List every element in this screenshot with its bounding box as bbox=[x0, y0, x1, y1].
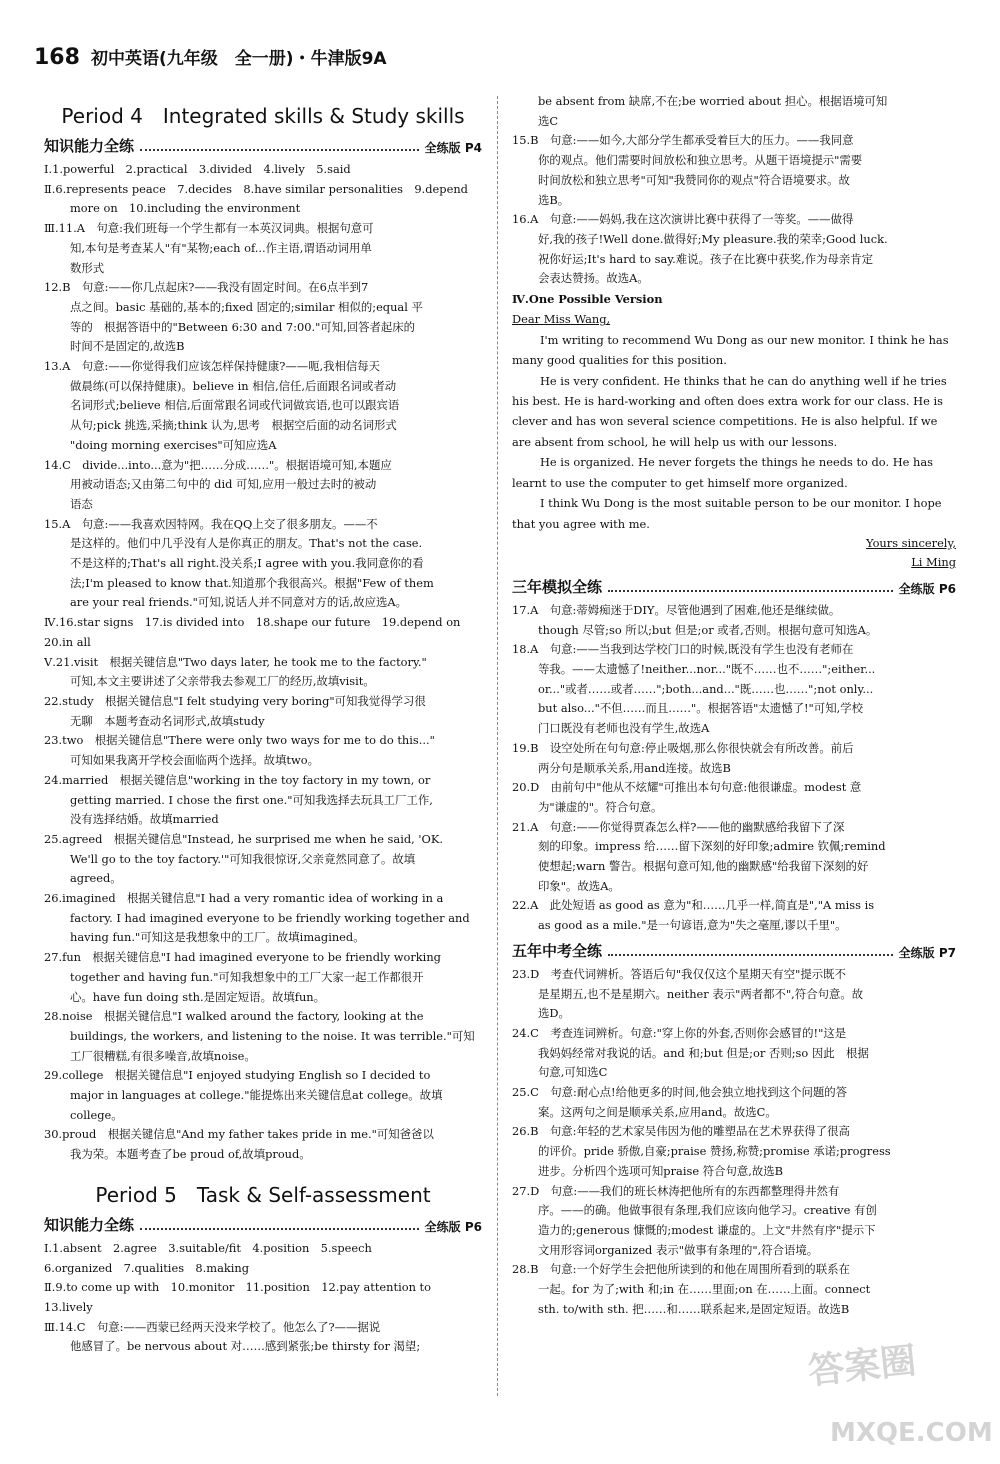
answer-line: 会表达赞扬。故选A。 bbox=[538, 271, 649, 286]
answer-line: major in languages at college."能提炼出来关键信息at college。故填 bbox=[70, 1088, 443, 1103]
answer-line: 从句;pick 挑选,采摘;think 认为,思考 根据空后面的动名词形式 bbox=[70, 418, 397, 433]
answer-line: 22.study 根据关键信息"I felt studying very boring"可知我觉得学习很 bbox=[44, 693, 426, 708]
answer-line: 做晨练(可以保持健康)。believe in 相信,信任,后面跟名词或者动 bbox=[70, 378, 397, 393]
answer-line: 25.C 句意:耐心点!给他更多的时间,他会独立地找到这个问题的答 bbox=[512, 1085, 848, 1100]
section-edition: 全练版 P7 bbox=[898, 945, 956, 960]
letter-closing: Yours sincerely, bbox=[866, 535, 956, 550]
watermark-url: MXQE.COM bbox=[830, 1418, 993, 1448]
letter-paragraph: He is organized. He never forgets the things he needs to do. He has learnt to use the computer to get himself more organized. bbox=[512, 455, 933, 490]
answer-line: 句意,可知选C bbox=[538, 1065, 608, 1080]
answer-line: 24.married 根据关键信息"working in the toy factory in my town, or bbox=[44, 772, 431, 787]
answer-line: 22.A 此处短语 as good as 意为"和……几乎一样,简直是","A miss is bbox=[512, 898, 875, 913]
section-name: 知识能力全练 bbox=[44, 1215, 135, 1234]
answer-line: 等的 根据答语中的"Between 6:30 and 7:00."可知,回答者起床的 bbox=[70, 319, 416, 334]
answer-line: 刻的印象。impress 给……留下深刻的好印象;admire 钦佩;remind bbox=[538, 839, 886, 854]
answer-line: 20.in all bbox=[44, 634, 91, 649]
right-column bbox=[512, 92, 956, 1320]
answer-line: 29.college 根据关键信息"I enjoyed studying English so I decided to bbox=[44, 1068, 431, 1083]
section-edition: 全练版 P4 bbox=[424, 141, 482, 155]
book-title: 初中英语(九年级 全一册)・牛津版9A bbox=[91, 49, 387, 69]
left-column bbox=[44, 92, 482, 1357]
answer-line: sth. to/with sth. 把……和……联系起来,是固定短语。故选B bbox=[538, 1301, 850, 1316]
answer-line: 好,我的孩子!Well done.做得好;My pleasure.我的荣幸;Good luck. bbox=[538, 231, 888, 246]
answer-line: 语态 bbox=[70, 496, 93, 511]
letter-paragraph: I'm writing to recommend Wu Dong as our new monitor. I think he has many good qualities for this position. bbox=[512, 332, 949, 368]
answer-line: 选D。 bbox=[538, 1006, 570, 1021]
answer-line: 祝你好运;It's hard to say.难说。孩子在比赛中获奖,作为母亲肯定 bbox=[538, 251, 874, 266]
answer-line: Ⅰ.1.powerful 2.practical 3.divided 4.lively 5.said bbox=[44, 162, 351, 176]
answer-line: 26.B 句意:年轻的艺术家吴伟因为他的雕塑品在艺术界获得了很高 bbox=[512, 1124, 850, 1139]
answer-line: be absent from 缺席,不在;be worried about 担心。根据语境可知 bbox=[538, 94, 888, 108]
answer-line: 28.B 句意:一个好学生会把他所读到的和他在周围所看到的联系在 bbox=[512, 1262, 850, 1277]
answer-line: 30.proud 根据关键信息"And my father takes pride in me."可知爸爸以 bbox=[44, 1127, 434, 1142]
answer-line: more on 10.including the environment bbox=[70, 201, 301, 216]
answer-line: 27.fun 根据关键信息"I had imagined everyone to be friendly working bbox=[44, 950, 441, 965]
answer-line: or..."或者……或者……";both...and..."既……也……";not only... bbox=[538, 681, 874, 696]
answer-line: 17.A 句意:蒂姆痴迷于DIY。尽管他遇到了困难,他还是继续做。 bbox=[512, 602, 841, 617]
section-edition: 全练版 P6 bbox=[424, 1219, 482, 1234]
answer-line: 可知,本文主要讲述了父亲带我去参观工厂的经历,故填visit。 bbox=[70, 674, 375, 689]
answer-line: We'll go to the toy factory.'"可知我很惊讶,父亲竟然同意了。故填 bbox=[70, 851, 416, 866]
answer-line: "doing morning exercises"可知应选A bbox=[70, 437, 277, 452]
dotted-leader bbox=[608, 590, 893, 592]
answer-line: are your real friends."可知,说话人并不同意对方的话,故应选A。 bbox=[70, 595, 408, 610]
answer-line: 23.two 根据关键信息"There were only two ways for me to do this..." bbox=[44, 733, 435, 748]
answer-line: having fun."可知这是我想象中的工厂。故填imagined。 bbox=[70, 930, 365, 945]
section-heading bbox=[512, 940, 956, 961]
answer-list-1 bbox=[44, 160, 482, 1165]
answer-line: 知,本句是考查某人"有"某物;each of...作主语,谓语动词用单 bbox=[70, 240, 372, 255]
answer-line: buildings, the workers, and listening to the noise. It was terrible."可知 bbox=[70, 1028, 475, 1043]
section-edition: 全练版 P6 bbox=[898, 581, 956, 596]
section-name: 五年中考全练 bbox=[512, 941, 603, 960]
answer-line: 法;I'm pleased to know that.知道那个我很高兴。根据"Few of them bbox=[70, 575, 434, 590]
answer-line: 一起。for 为了;with 和;in 在……里面;on 在……上面。connect bbox=[538, 1282, 871, 1297]
answer-line: 19.B 设空处所在句句意:停止吸烟,那么你很快就会有所改善。前后 bbox=[512, 740, 854, 755]
answer-line: Ⅱ.9.to come up with 10.monitor 11.position 12.pay attention to bbox=[44, 1280, 431, 1295]
letter-heading: Ⅳ.One Possible Version bbox=[512, 292, 663, 307]
answer-line: 时间放松和独立思考"可知"我赞同你的观点"符合语境要求。故 bbox=[538, 172, 850, 187]
period5-title: Period 5 Task & Self-assessment bbox=[95, 1182, 431, 1207]
answer-line: as good as a mile."是一句谚语,意为"失之毫厘,谬以千里"。 bbox=[538, 918, 847, 933]
column-divider bbox=[497, 96, 498, 1396]
answer-line: 我为荣。本题考查了be proud of,故填proud。 bbox=[70, 1147, 311, 1162]
answer-line: 21.A 句意:——你觉得贾森怎么样?——他的幽默感给我留下了深 bbox=[512, 819, 845, 834]
answer-line: 案。这两句之间是顺承关系,应用and。故选C。 bbox=[538, 1104, 777, 1119]
answer-line: 27.D 句意:——我们的班长林涛把他所有的东西都整理得井然有 bbox=[512, 1183, 840, 1198]
answer-line: college。 bbox=[70, 1107, 123, 1122]
letter-signature: Li Ming bbox=[911, 554, 956, 569]
answer-line: though 尽管;so 所以;but 但是;or 或者,否则。根据句意可知选A。 bbox=[538, 622, 878, 637]
dotted-leader bbox=[140, 1228, 419, 1230]
answer-line: agreed。 bbox=[70, 871, 122, 886]
answer-line: 名词形式;believe 相信,后面常跟名词或代词做宾语,也可以跟宾语 bbox=[70, 398, 400, 413]
dotted-leader bbox=[140, 149, 419, 151]
answer-line: 我妈妈经常对我说的话。and 和;but 但是;or 否则;so 因此 根据 bbox=[538, 1045, 869, 1060]
answer-line: Ⅴ.21.visit 根据关键信息"Two days later, he took me to the factory." bbox=[44, 654, 427, 669]
answer-list-3 bbox=[512, 92, 956, 289]
answer-line: 用被动语态;又由第二句中的 did 可知,应用一般过去时的被动 bbox=[70, 477, 377, 492]
answer-line: 15.B 句意:——如今,大部分学生都承受着巨大的压力。——我同意 bbox=[512, 133, 854, 148]
answer-line: 选B。 bbox=[538, 192, 570, 207]
answer-line: factory. I had imagined everyone to be friendly working together and bbox=[70, 910, 470, 925]
answer-line: 14.C divide...into...意为"把……分成……"。根据语境可知,本题应 bbox=[44, 457, 392, 472]
section-heading bbox=[44, 135, 482, 156]
answer-line: 文用形容词organized 表示"做事有条理的",符合语境。 bbox=[538, 1242, 819, 1257]
answer-line: 时间不是固定的,故选B bbox=[70, 339, 185, 354]
answer-line: together and having fun."可知我想象中的工厂大家一起工作都很开 bbox=[70, 969, 424, 984]
answer-line: 你的观点。他们需要时间放松和独立思考。从题干语境提示"需要 bbox=[538, 153, 863, 168]
answer-line: Ⅲ.11.A 句意:我们班每一个学生都有一本英汉词典。根据句意可 bbox=[44, 221, 374, 236]
answer-line: 不是这样的;That's all right.没关系;I agree with you.我同意你的看 bbox=[70, 556, 424, 571]
answer-line: 是星期五,也不是星期六。neither 表示"两者都不",符合句意。故 bbox=[538, 986, 864, 1001]
answer-line: 进步。分析四个选项可知praise 符合句意,故选B bbox=[538, 1163, 784, 1178]
answer-line: 序。——的确。他做事很有条理,我们应该向他学习。creative 有创 bbox=[538, 1203, 877, 1218]
section-name: 三年模拟全练 bbox=[512, 577, 603, 596]
answer-line: 无聊 本题考查动名词形式,故填study bbox=[70, 713, 265, 728]
answer-line: Ⅰ.1.absent 2.agree 3.suitable/fit 4.position 5.speech bbox=[44, 1240, 372, 1255]
answer-line: 没有选择结婚。故填married bbox=[70, 812, 219, 827]
sample-letter bbox=[512, 289, 956, 572]
answer-list-4 bbox=[512, 601, 956, 936]
answer-line: 6.organized 7.qualities 8.making bbox=[44, 1260, 250, 1275]
answer-line: 两分句是顺承关系,用and连接。故选B bbox=[538, 760, 731, 775]
answer-line: 使想起;warn 警告。根据句意可知,他的幽默感"给我留下深刻的好 bbox=[538, 859, 869, 874]
section-heading bbox=[512, 576, 956, 597]
answer-line: 20.D 由前句中"他从不炫耀"可推出本句句意:他很谦虚。modest 意 bbox=[512, 780, 862, 795]
answer-line: 可知如果我离开学校会面临两个选择。故填two。 bbox=[70, 753, 319, 768]
answer-line: 选C bbox=[538, 113, 559, 128]
answer-line: 13.lively bbox=[44, 1299, 93, 1314]
answer-line: 点之间。basic 基础的,基本的;fixed 固定的;similar 相似的;equal 平 bbox=[70, 299, 423, 314]
period4-title: Period 4 Integrated skills & Study skills bbox=[61, 104, 465, 128]
answer-line: 12.B 句意:——你几点起床?——我没有固定时间。在6点半到7 bbox=[44, 280, 369, 295]
answer-line: 28.noise 根据关键信息"I walked around the factory, looking at the bbox=[44, 1009, 424, 1024]
letter-paragraph: He is very confident. He thinks that he can do anything well if he tries his best. He is hard-working and often does extra work for our class. He is clever and has won several science competitions. He is also helpful. If we are absent from school, he will help us with our lessons. bbox=[512, 373, 947, 449]
answer-line: 25.agreed 根据关键信息"Instead, he surprised me when he said, 'OK. bbox=[44, 831, 443, 846]
answer-line: 23.D 考查代词辨析。答语后句"我仅仅这个星期天有空"提示既不 bbox=[512, 966, 846, 981]
section-name: 知识能力全练 bbox=[44, 137, 135, 155]
answer-line: Ⅱ.6.represents peace 7.decides 8.have similar personalities 9.depend bbox=[44, 181, 468, 196]
answer-line: 16.A 句意:——妈妈,我在这次演讲比赛中获得了一等奖。——做得 bbox=[512, 212, 854, 227]
letter-paragraph: I think Wu Dong is the most suitable person to be our monitor. I hope that you agree with me. bbox=[512, 496, 942, 531]
page-header bbox=[34, 44, 964, 84]
page-number: 168 bbox=[34, 45, 80, 70]
answer-list-2 bbox=[44, 1239, 482, 1357]
answer-line: 数形式 bbox=[70, 260, 105, 275]
answer-line: 印象"。故选A。 bbox=[538, 878, 620, 893]
answer-line: 他感冒了。be nervous about 对……感到紧张;be thirsty for 渴望; bbox=[70, 1339, 421, 1354]
answer-line: 等我。——太遗憾了!neither...nor..."既不……也不……";either... bbox=[538, 662, 876, 677]
letter-salutation: Dear Miss Wang, bbox=[512, 312, 611, 327]
answer-line: Ⅳ.16.star signs 17.is divided into 18.shape our future 19.depend on bbox=[44, 615, 461, 630]
answer-line: 的评价。pride 骄傲,自豪;praise 赞扬,称赞;promise 承诺;progress bbox=[538, 1144, 891, 1159]
section-heading bbox=[44, 1214, 482, 1235]
dotted-leader bbox=[608, 954, 893, 956]
answer-line: 工厂很糟糕,有很多噪音,故填noise。 bbox=[70, 1048, 256, 1063]
answer-line: 13.A 句意:——你觉得我们应该怎样保持健康?——呃,我相信每天 bbox=[44, 359, 381, 374]
answer-line: Ⅲ.14.C 句意:——西蒙已经两天没来学校了。他怎么了?——据说 bbox=[44, 1319, 381, 1334]
answer-list-5 bbox=[512, 965, 956, 1320]
answer-line: 26.imagined 根据关键信息"I had a very romantic idea of working in a bbox=[44, 891, 444, 906]
answer-line: 15.A 句意:——我喜欢因特网。我在QQ上交了很多朋友。——不 bbox=[44, 516, 378, 531]
answer-line: 24.C 考查连词辨析。句意:"穿上你的外套,否则你会感冒的!"这是 bbox=[512, 1025, 847, 1040]
watermark-logo: 答案圈 bbox=[806, 1340, 919, 1393]
answer-line: 心。have fun doing sth.是固定短语。故填fun。 bbox=[70, 989, 326, 1004]
answer-line: 是这样的。他们中几乎没有人是你真正的朋友。That's not the case. bbox=[70, 536, 423, 551]
answer-line: 18.A 句意:——当我到达学校门口的时候,既没有学生也没有老师在 bbox=[512, 642, 854, 657]
answer-line: 为"谦虚的"。符合句意。 bbox=[538, 799, 663, 814]
answer-line: 门口既没有老师也没有学生,故选A bbox=[538, 721, 710, 736]
answer-line: getting married. I chose the first one."可知我选择去玩具工厂工作, bbox=[70, 792, 433, 807]
answer-line: 造力的;generous 慷慨的;modest 谦虚的。上文"井然有序"提示下 bbox=[538, 1223, 876, 1237]
answer-line: but also..."不但……而且……"。根据答语"太遗憾了!"可知,学校 bbox=[538, 701, 863, 716]
